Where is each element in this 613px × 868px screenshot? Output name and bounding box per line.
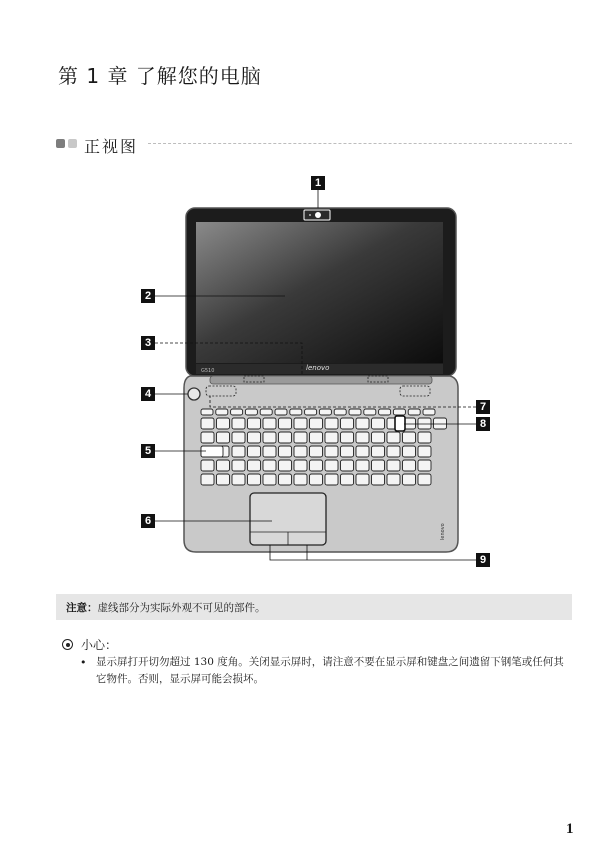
keyboard-key <box>310 446 323 457</box>
keyboard-key <box>418 460 431 471</box>
keyboard-key <box>201 460 214 471</box>
display-screen <box>196 222 443 363</box>
keyboard-key <box>294 474 307 485</box>
keyboard-key <box>310 460 323 471</box>
note-label: 注意： <box>66 602 98 614</box>
function-key <box>319 409 331 415</box>
function-key <box>290 409 302 415</box>
callout-3: 3 <box>141 336 155 350</box>
function-key <box>201 409 213 415</box>
keyboard-key <box>372 446 385 457</box>
keyboard-key <box>372 474 385 485</box>
keyboard-key <box>372 418 385 429</box>
function-key <box>334 409 346 415</box>
webcam-lens <box>315 212 321 218</box>
power-button <box>188 388 200 400</box>
caution-icon <box>62 639 73 650</box>
keyboard-key <box>201 418 214 429</box>
caution-bullet-text: 显示屏打开切勿超过 130 度角。关闭显示屏时，请注意不要在显示屏和键盘之间遗留下钢笔或任何其它物件。否则，显示屏可能会损坏。 <box>96 656 564 685</box>
section-title: 正视图 <box>84 137 139 156</box>
keyboard-key <box>294 418 307 429</box>
keyboard-key <box>418 446 431 457</box>
callout-9: 9 <box>476 553 490 567</box>
callout-2: 2 <box>141 289 155 303</box>
function-key <box>349 409 361 415</box>
keyboard-key <box>217 418 230 429</box>
function-key <box>260 409 272 415</box>
keyboard-key <box>279 418 292 429</box>
keyboard-key <box>387 446 400 457</box>
function-key <box>216 409 228 415</box>
keyboard-key <box>325 446 338 457</box>
keyboard-key <box>294 446 307 457</box>
keyboard-key <box>403 474 416 485</box>
keyboard-key <box>248 460 261 471</box>
keyboard-key <box>418 432 431 443</box>
model-label: G510 <box>201 368 215 374</box>
webcam-led <box>309 214 311 216</box>
keyboard-key <box>341 432 354 443</box>
callout-5: 5 <box>141 444 155 458</box>
keyboard-key <box>217 460 230 471</box>
function-key <box>408 409 420 415</box>
keyboard-key <box>403 432 416 443</box>
callout-4: 4 <box>141 387 155 401</box>
function-key <box>393 409 405 415</box>
function-key <box>275 409 287 415</box>
keyboard-key <box>310 474 323 485</box>
keyboard-key <box>263 460 276 471</box>
keyboard-key <box>341 474 354 485</box>
keyboard-key <box>325 432 338 443</box>
keyboard-key <box>356 474 369 485</box>
callout-6: 6 <box>141 514 155 528</box>
highlighted-key <box>201 446 223 457</box>
keyboard-key <box>248 432 261 443</box>
keyboard-key <box>279 460 292 471</box>
keyboard-key <box>232 474 245 485</box>
keyboard-key <box>387 474 400 485</box>
page-number: 1 <box>566 821 574 837</box>
callout-1: 1 <box>311 176 325 190</box>
keyboard-key <box>248 446 261 457</box>
keyboard-key <box>372 432 385 443</box>
keyboard-key <box>341 446 354 457</box>
keyboard-key <box>310 418 323 429</box>
keyboard-key <box>232 446 245 457</box>
keyboard-key <box>356 446 369 457</box>
note-text: 虚线部分为实际外观不可见的部件。 <box>97 602 266 614</box>
keyboard-key <box>356 418 369 429</box>
function-key <box>305 409 317 415</box>
hinge-bar <box>210 376 432 384</box>
keyboard-key <box>232 460 245 471</box>
bullet-icon: • <box>80 656 87 669</box>
keyboard-key <box>418 418 431 429</box>
keyboard-key <box>310 432 323 443</box>
function-key <box>245 409 257 415</box>
keyboard-key <box>217 432 230 443</box>
caution-heading <box>62 636 117 653</box>
keyboard-key <box>418 474 431 485</box>
keyboard-key <box>356 460 369 471</box>
keyboard-key <box>403 460 416 471</box>
keyboard-key <box>279 432 292 443</box>
novo-button <box>395 416 405 431</box>
keyboard-key <box>341 460 354 471</box>
keyboard-key <box>341 418 354 429</box>
function-key <box>364 409 376 415</box>
keyboard-key <box>294 460 307 471</box>
keyboard-key <box>217 474 230 485</box>
keyboard-key <box>263 418 276 429</box>
note-content <box>66 600 266 615</box>
keyboard-key <box>248 418 261 429</box>
lenovo-logo: lenovo <box>306 364 330 372</box>
keyboard-key <box>232 432 245 443</box>
keyboard-key <box>294 432 307 443</box>
keyboard-key <box>325 474 338 485</box>
keyboard-key <box>263 432 276 443</box>
function-key <box>231 409 243 415</box>
keyboard-key <box>248 474 261 485</box>
keyboard-key <box>387 460 400 471</box>
keyboard-key <box>403 446 416 457</box>
function-key <box>423 409 435 415</box>
keyboard-key <box>279 474 292 485</box>
chapter-title: 第 1 章 了解您的电脑 <box>58 64 262 88</box>
callout-8: 8 <box>476 417 490 431</box>
note-box <box>56 594 572 620</box>
keyboard-key <box>356 432 369 443</box>
keyboard-key <box>232 418 245 429</box>
caution-title: 小心： <box>81 638 118 652</box>
keyboard-key <box>325 418 338 429</box>
side-brand: lenovo <box>440 523 446 540</box>
function-key <box>379 409 391 415</box>
keyboard-key <box>387 432 400 443</box>
keyboard-key <box>372 460 385 471</box>
keyboard-key <box>434 418 447 429</box>
keyboard-key <box>263 446 276 457</box>
keyboard-key <box>279 446 292 457</box>
keyboard-key <box>325 460 338 471</box>
keyboard-key <box>201 432 214 443</box>
keyboard-key <box>263 474 276 485</box>
keyboard-key <box>201 474 214 485</box>
callout-7: 7 <box>476 400 490 414</box>
